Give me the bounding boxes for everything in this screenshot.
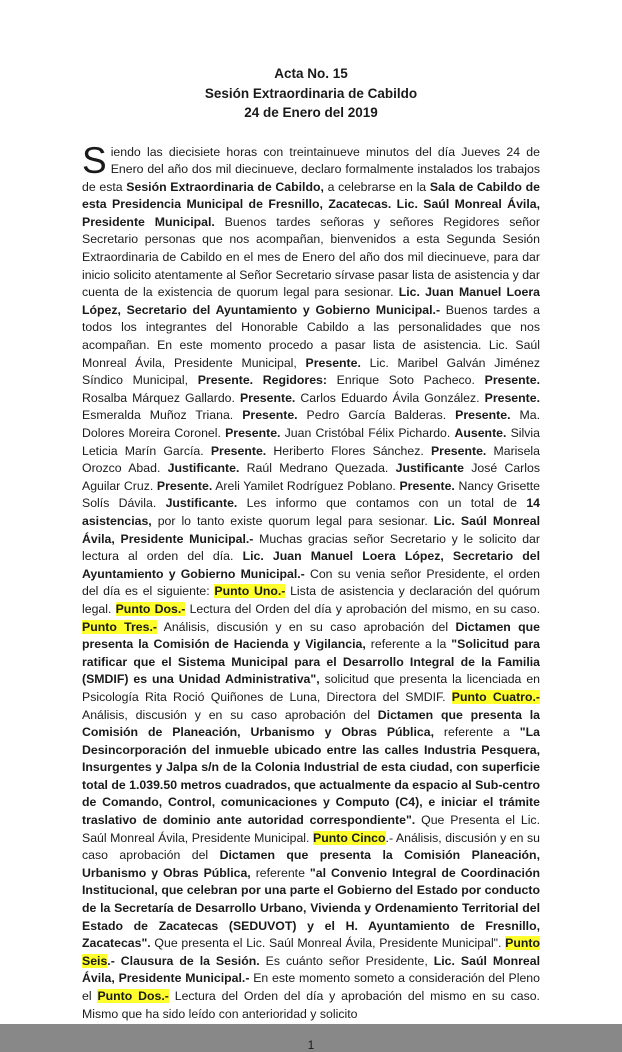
drop-cap: S [82,139,107,181]
body-paragraph [82,139,541,1024]
doc-title-date: 24 de Enero del 2019 [244,105,378,120]
doc-title-session: Sesión Extraordinaria de Cabildo [204,85,418,101]
document-footer [0,1038,622,1052]
body-text: iendo las diecisiete horas con treintainueve minutos del día Jueves 24 de Enero del año dos mil diecinueve, declaro formalmente instalados los trabajos de esta Sesión Extraordinaria de Cabildo, a celebrarse en la Sala de Cabildo de esta Presidencia Municipal de Fresnillo, Zacatecas. Lic. Saúl Monreal Ávila, Presidente Municipal. Buenos tardes señoras y señores Regidores señor Secretario personas que nos acompañan, bienvenidos a esta Segunda Sesión Extraordinaria de Cabildo en el mes de Enero del año dos mil diecinueve, para dar inicio solicito atentamente al Señor Secretario sírvase pasar lista de asistencia y dar cuenta de la existencia de quorum legal para sesionar. Lic. Juan Manuel Loera López, Secretario del Ayuntamiento y Gobierno Municipal.- Buenos tardes a todos los integrantes del Honorable Cabildo a las personalidades que nos acompañan. En este momento procedo a pasar lista de asistencia. Lic. Saúl Monreal Ávila, Presidente Municipal, Presente. Lic. Maribel Galván Jiménez Síndico Municipal, Presente. Regidores: Enrique Soto Pacheco. Presente. Rosalba Márquez Gallardo. Presente. Carlos Eduardo Ávila González. Presente. Esmeralda Muñoz Triana. Presente. Pedro García Balderas. Presente. Ma. Dolores Moreira Coronel. Presente. Juan Cristóbal Félix Pichardo. Ausente. Silvia Leticia Marín García. Presente. Heriberto Flores Sánchez. Presente. Marisela Orozco Abad. Justificante. Raúl Medrano Quezada. Justificante José Carlos Aguilar Cruz. Presente. Areli Yamilet Rodríguez Poblano. Presente. Nancy Grisette Solís Dávila. Justificante. Les informo que contamos con un total de 14 asistencias, por lo tanto existe quorum legal para sesionar. Lic. Saúl Monreal Ávila, Presidente Municipal.- Muchas gracias señor Secretario y le solicito dar lectura al orden del día. Lic. Juan Manuel Loera López, Secretario del Ayuntamiento y Gobierno Municipal.- Con su venia señor Presidente, el orden del día es el siguiente: Punto Uno.- Lista de asistencia y declaración del quórum legal. Punto Dos.- Lectura del Orden del día y aprobación del mismo, en su caso. Punto Tres.- Análisis, discusión y en su caso aprobación del Dictamen que presenta la Comisión de Hacienda y Vigilancia, referente a la "Solicitud para ratificar que el Sistema Municipal para el Desarrollo Integral de la Familia (SMDIF) es una Unidad Administrativa", solicitud que presenta la licenciada en Psicología Rita Roció Quiñones de Luna, Directora del SMDIF. Punto Cuatro.- Análisis, discusión y en su caso aprobación del Dictamen que presenta la Comisión de Planeación, Urbanismo y Obras Pública, referente a "La Desincorporación del inmueble ubicado entre las calles Industria Pesquera, Insurgentes y Jalpa s/n de la Colonia Industrial de esta ciudad, con superficie total de 1.039.50 metros cuadrados, que actualmente da espacio al Sub-centro de Comando, Control, comunicaciones y Computo (C4), e iniciar el trámite traslativo de dominio ante autoridad correspondiente". Que Presenta el Lic. Saúl Monreal Ávila, Presidente Municipal. Punto Cinco.- Análisis, discusión y en su caso aprobación del Dictamen que presenta la Comisión Planeación, Urbanismo y Obras Pública, referente "al Convenio Integral de Coordinación Institucional, que celebran por una parte el Gobierno del Estado por conducto de la Secretaría de Desarrollo Urbano, Vivienda y Ordenamiento Territorial del Estado de Zacatecas (SEDUVOT) y el H. Ayuntamiento de Fresnillo, Zacatecas". Que presenta el Lic. Saúl Monreal Ávila, Presidente Municipal". Punto Seis.- Clausura de la Sesión. Es cuánto señor Presidente, Lic. Saúl Monreal Ávila, Presidente Municipal.- En este momento someto a consideración del Pleno el Punto Dos.- Lectura del Orden del día y aprobación del mismo en su caso. Mismo que ha sido leído con anterioridad y solicito [82,144,541,1021]
doc-title-acta: Acta No. 15 [274,66,348,81]
document-body [82,139,541,1024]
document-header [0,0,622,123]
page-number: 1 [307,1038,315,1052]
